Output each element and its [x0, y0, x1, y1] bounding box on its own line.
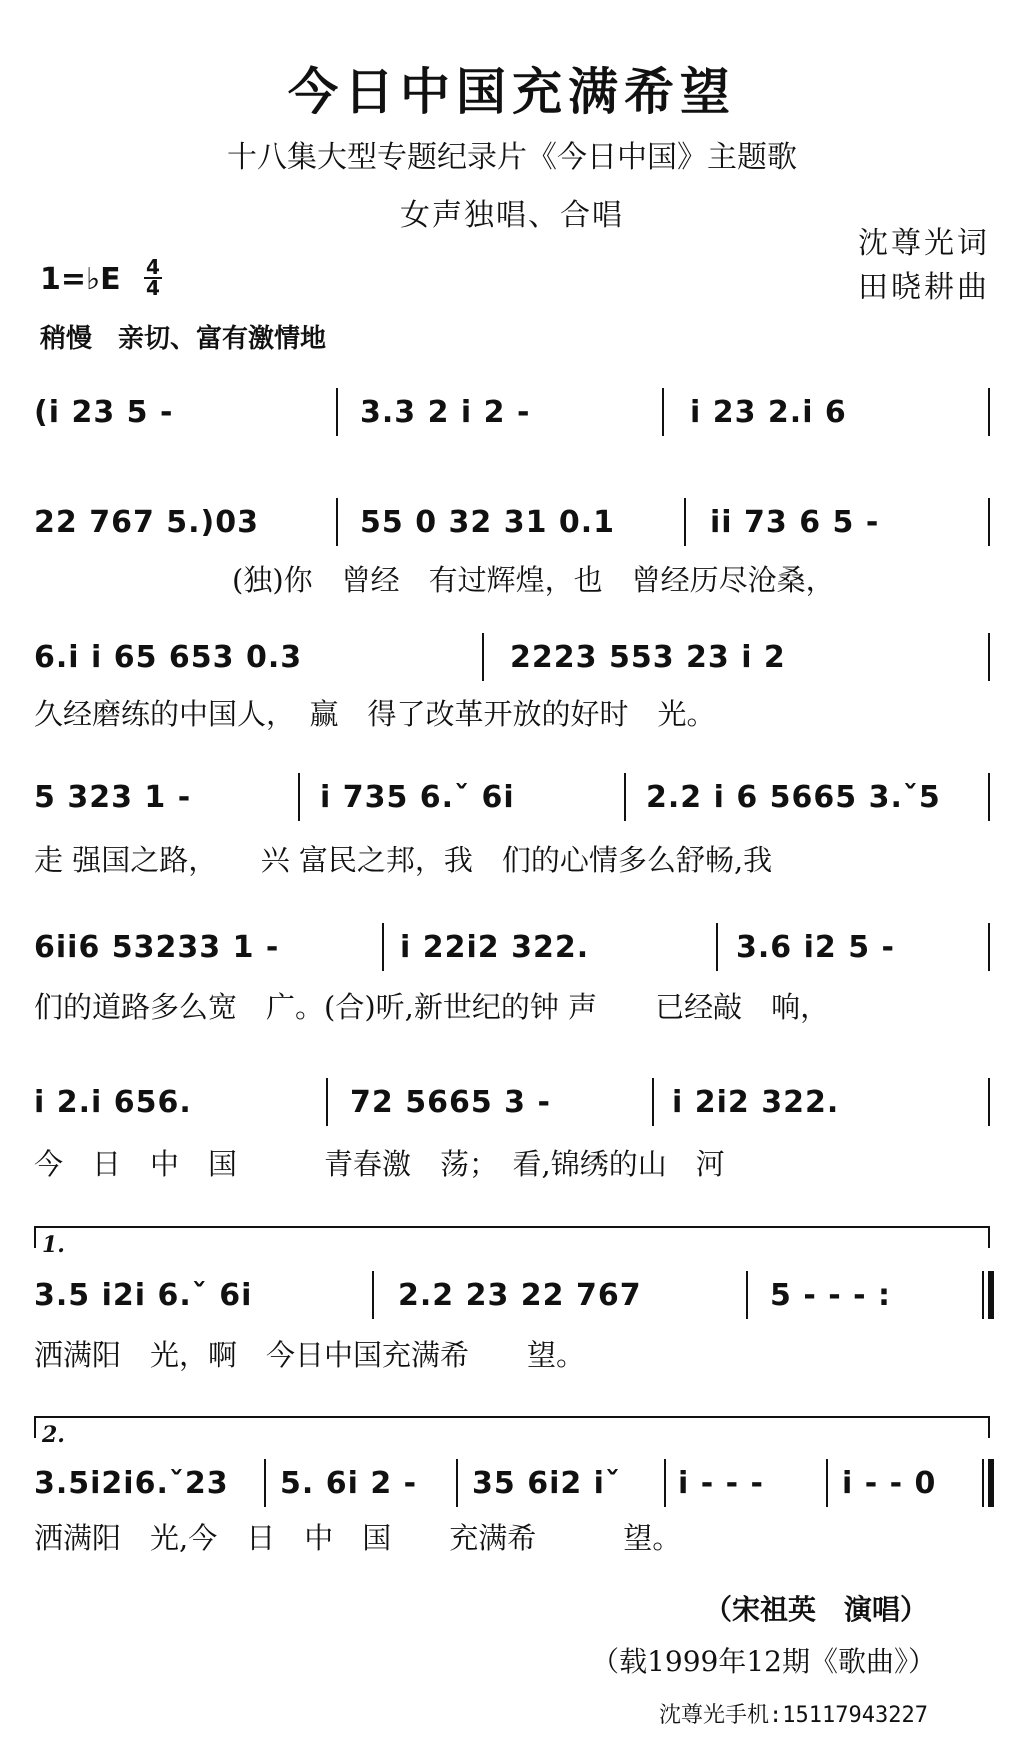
barline: [988, 923, 990, 971]
measure-1: 5 323 1 -: [34, 780, 192, 815]
volta-tick: [34, 1416, 36, 1438]
measure-1: (i 23 5 -: [34, 395, 174, 430]
volta-tick: [988, 1226, 990, 1248]
lyrics-line: 今 日 中 国 青春激 荡； 看,锦绣的山 河: [34, 1147, 725, 1181]
lyrics-line: (独)你 曾经 有过辉煌，也 曾经历尽沧桑，: [232, 563, 835, 597]
measure-1: 22 767 5.)03: [34, 505, 259, 540]
measure-1: 3.5i2i6.ˇ23: [34, 1466, 229, 1501]
source-note: （载1999年12期《歌曲》）: [591, 1645, 936, 1678]
measure-1: i 2.i 656.: [34, 1085, 192, 1120]
measure-2: 2.2 23 22 767: [398, 1278, 642, 1313]
lyricist-credit: 沈尊光词: [858, 226, 990, 261]
lyrics-line: 洒满阳 光,今 日 中 国 充满希 望。: [34, 1521, 682, 1555]
measure-2: 3.3 2 i 2 -: [360, 395, 531, 430]
measure-3: 2.2 i 6 5665 3.ˇ5: [646, 780, 941, 815]
barline: [336, 388, 338, 436]
barline: [988, 498, 990, 546]
time-signature: [144, 255, 162, 300]
volta-tick: [34, 1226, 36, 1248]
barline: [652, 1078, 654, 1126]
final-barline-thick: [988, 1459, 994, 1507]
barline: [336, 498, 338, 546]
lyrics-line: 走 强国之路， 兴 富民之邦，我 们的心情多么舒畅,我: [34, 843, 773, 877]
barline: [482, 633, 484, 681]
ending-number: 2.: [42, 1422, 65, 1448]
barline: [326, 1078, 328, 1126]
time-sig-top: 4: [146, 255, 160, 279]
measure-2: i 22i2 322.: [400, 930, 590, 965]
lyrics-line: 久经磨练的中国人， 赢 得了改革开放的好时 光。: [34, 697, 716, 731]
measure-2: 2223 553 23 i 2: [510, 640, 786, 675]
barline: [298, 773, 300, 821]
barline: [988, 1078, 990, 1126]
barline: [662, 388, 664, 436]
measure-2: i 735 6.ˇ 6i: [320, 780, 515, 815]
barline: [826, 1459, 828, 1507]
song-subtitle: 十八集大型专题纪录片《今日中国》主题歌: [227, 140, 797, 175]
time-sig-bottom: 4: [146, 276, 160, 300]
barline: [264, 1459, 266, 1507]
measure-3: 35 6i2 iˇ: [472, 1466, 621, 1501]
measure-1: 6ii6 53233 1 -: [34, 930, 280, 965]
barline: [684, 498, 686, 546]
barline: [456, 1459, 458, 1507]
key-signature: 1=♭E: [40, 262, 121, 297]
lyrics-line: 洒满阳 光，啊 今日中国充满希 望。: [34, 1338, 586, 1372]
measure-3: 5 - - - :: [770, 1278, 892, 1313]
volta-bracket: [34, 1226, 990, 1228]
measure-2: 5. 6i 2 -: [280, 1466, 418, 1501]
volta-tick: [988, 1416, 990, 1438]
voicing-note: 女声独唱、合唱: [400, 198, 624, 233]
measure-2: 55 0 32 31 0.1: [360, 505, 616, 540]
measure-2: 72 5665 3 -: [350, 1085, 551, 1120]
measure-5: i - - 0: [842, 1466, 937, 1501]
barline: [664, 1459, 666, 1507]
measure-3: i 23 2.i 6: [690, 395, 847, 430]
measure-1: 3.5 i2i 6.ˇ 6i: [34, 1278, 253, 1313]
tempo-marking: 稍慢 亲切、富有激情地: [40, 324, 327, 354]
measure-3: ii 73 6 5 -: [710, 505, 880, 540]
barline: [988, 388, 990, 436]
ending-number: 1.: [42, 1232, 65, 1258]
repeat-barline-thin: [982, 1271, 984, 1319]
performer-credit: （宋祖英 演唱）: [703, 1593, 928, 1626]
measure-1: 6.i i 65 653 0.3: [34, 640, 303, 675]
barline: [988, 633, 990, 681]
barline: [746, 1271, 748, 1319]
contact-info: 沈尊光手机:15117943227: [659, 1703, 928, 1728]
song-title: 今日中国充满希望: [288, 62, 736, 121]
measure-4: i - - -: [678, 1466, 764, 1501]
lyrics-line: 们的道路多么宽 广。(合)听,新世纪的钟 声 已经敲 响，: [34, 990, 830, 1024]
measure-3: i 2i2 322.: [672, 1085, 840, 1120]
repeat-barline-thick: [988, 1271, 994, 1319]
measure-3: 3.6 i2 5 -: [736, 930, 895, 965]
barline: [372, 1271, 374, 1319]
barline: [382, 923, 384, 971]
composer-credit: 田晓耕曲: [858, 270, 990, 305]
barline: [624, 773, 626, 821]
volta-bracket: [34, 1416, 990, 1418]
barline: [716, 923, 718, 971]
barline: [988, 773, 990, 821]
final-barline-thin: [982, 1459, 984, 1507]
